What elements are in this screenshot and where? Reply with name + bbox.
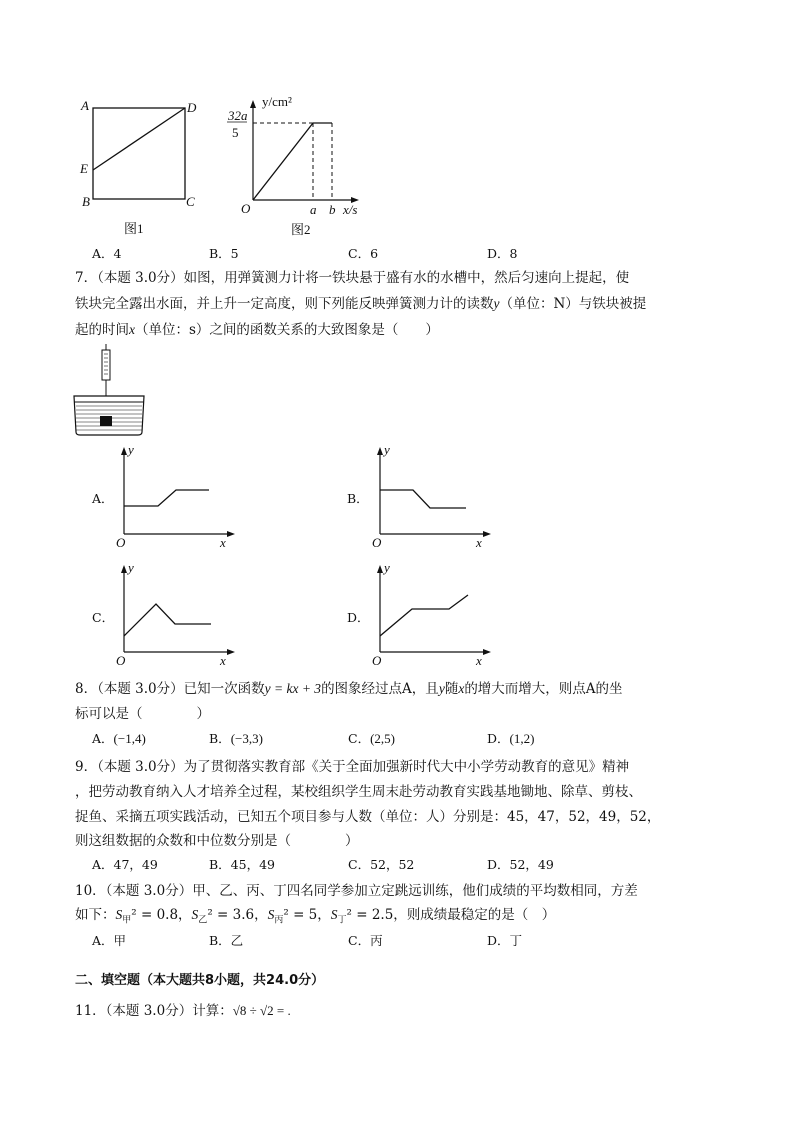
q7-option-d-label[interactable]: D． bbox=[347, 610, 370, 625]
q7b-y-label: y bbox=[384, 442, 390, 457]
q10-sub-bing: 丙 bbox=[274, 915, 284, 926]
q7d-y-label: y bbox=[384, 560, 390, 575]
vertex-c: C bbox=[186, 194, 195, 209]
q8-option-a[interactable] bbox=[92, 729, 146, 749]
q8-line-1-tail: 的增大而增大，则点A的坐 bbox=[464, 681, 623, 697]
q9-line-1: 9．（本题 3.0分）为了贯彻落实教育部《关于全面加强新时代大中小学劳动教育的意见》精神 bbox=[75, 759, 630, 775]
section-2-heading: 二、填空题（本大题共8小题，共24.0分） bbox=[75, 973, 325, 988]
vertex-a: A bbox=[81, 98, 89, 113]
q9-option-a[interactable]: A．47，49 bbox=[92, 857, 158, 872]
q8-option-d-label: D． bbox=[487, 731, 510, 746]
q7-option-c-label[interactable]: C． bbox=[92, 610, 115, 625]
q7c-x-label: x bbox=[220, 653, 226, 668]
q7a-y-label: y bbox=[128, 442, 134, 457]
q7-line-2-tail: （单位：N）与铁块被提 bbox=[499, 296, 647, 312]
q10-s-bing: S bbox=[267, 907, 275, 922]
figure-1 bbox=[78, 98, 208, 238]
q10-line-2-head: 如下： bbox=[75, 907, 116, 923]
q7-line-3-head: 起的时间 bbox=[75, 322, 129, 338]
q7-option-a-graph[interactable] bbox=[112, 442, 242, 552]
figure-2-caption: 图2 bbox=[291, 222, 311, 237]
q9-option-b[interactable]: B．45，49 bbox=[209, 857, 275, 872]
q8-option-c-label: C． bbox=[348, 731, 371, 746]
q7c-y-label: y bbox=[128, 560, 134, 575]
origin-label: O bbox=[241, 201, 251, 216]
q7-option-a-label[interactable]: A． bbox=[92, 491, 114, 506]
q8-option-c-value: (2,5) bbox=[370, 731, 395, 746]
vertex-e: E bbox=[80, 161, 88, 176]
q8-option-c[interactable] bbox=[348, 729, 395, 749]
q7b-x-label: x bbox=[476, 535, 482, 550]
y-value-denominator: 5 bbox=[232, 125, 239, 140]
q10-option-a[interactable]: A．甲 bbox=[92, 933, 127, 948]
q8-line-1-mid: 的图象经过点A，且 bbox=[321, 681, 439, 697]
x-axis-label: x/s bbox=[343, 202, 358, 217]
q10-option-d[interactable]: D．丁 bbox=[487, 933, 523, 948]
vertex-b: B bbox=[82, 194, 90, 209]
q8-formula: y = kx + 3 bbox=[264, 681, 322, 696]
q7-line-1: 7．（本题 3.0分）如图，用弹簧测力计将一铁块悬于盛有水的水槽中，然后匀速向上提起，使 bbox=[75, 270, 630, 286]
q8-line-1-head: 8．（本题 3.0分）已知一次函数 bbox=[75, 681, 265, 697]
q8-line-1 bbox=[75, 677, 623, 701]
q8-var-y: y bbox=[438, 681, 445, 696]
figure-1-drawing bbox=[78, 98, 208, 238]
q8-option-a-value: (−1,4) bbox=[113, 731, 146, 746]
x-tick-b: b bbox=[329, 202, 336, 217]
q8-option-b-label: B． bbox=[209, 731, 231, 746]
q7-line-3 bbox=[75, 318, 439, 342]
q10-val-ding: ² = 2.5， bbox=[346, 907, 407, 923]
q8-option-d[interactable] bbox=[487, 729, 534, 749]
q7a-x-label: x bbox=[220, 535, 226, 550]
y-value-numerator: 32a bbox=[228, 108, 248, 123]
q7c-origin: O bbox=[116, 653, 126, 668]
q8-option-b[interactable] bbox=[209, 729, 263, 749]
q7-var-y: y bbox=[493, 296, 500, 311]
figure-1-caption: 图1 bbox=[124, 221, 144, 236]
q7-var-x: x bbox=[129, 322, 135, 337]
q7-option-b-graph[interactable] bbox=[368, 442, 498, 552]
q7b-origin: O bbox=[372, 535, 382, 550]
q10-s-ding: S bbox=[330, 907, 338, 922]
spring-scale-tank-illustration bbox=[70, 342, 150, 438]
q8-option-b-value: (−3,3) bbox=[230, 731, 263, 746]
q10-val-jia: ² = 0.8， bbox=[131, 907, 192, 923]
x-tick-a: a bbox=[310, 202, 317, 217]
q9-line-2: ，把劳动教育纳入人才培养全过程，某校组织学生周末赴劳动教育实践基地锄地、除草、剪枝、 bbox=[75, 784, 642, 800]
q10-s-yi: S bbox=[191, 907, 199, 922]
q10-option-c[interactable]: C．丙 bbox=[348, 933, 383, 948]
q6-option-b[interactable]: B．5 bbox=[209, 246, 239, 261]
q11-line bbox=[75, 999, 291, 1023]
q7d-origin: O bbox=[372, 653, 382, 668]
q10-sub-ding: 丁 bbox=[337, 915, 347, 926]
q10-option-b[interactable]: B．乙 bbox=[209, 933, 244, 948]
q10-line-2 bbox=[75, 903, 555, 933]
q8-var-x: x bbox=[458, 681, 465, 696]
q7d-x-label: x bbox=[476, 653, 482, 668]
q10-line-1: 10．（本题 3.0分）甲、乙、丙、丁四名同学参加立定跳远训练，他们成绩的平均数相同，方差 bbox=[75, 883, 638, 899]
q10-sub-yi: 乙 bbox=[198, 915, 208, 926]
q10-sub-jia: 甲 bbox=[122, 915, 132, 926]
spring-scale-tank-drawing bbox=[70, 342, 150, 438]
q8-option-d-value: (1,2) bbox=[509, 731, 535, 746]
q8-line-2: 标可以是（ ） bbox=[75, 706, 210, 722]
q10-val-bing: ² = 5， bbox=[283, 907, 331, 923]
y-axis-label: y/cm² bbox=[262, 94, 292, 109]
q7-option-b-label[interactable]: B． bbox=[347, 491, 369, 506]
q11-expression: √8 ÷ √2 = . bbox=[232, 1003, 291, 1018]
figure-2 bbox=[225, 92, 375, 240]
q8-option-a-label: A． bbox=[92, 731, 114, 746]
q10-val-yi: ² = 3.6， bbox=[207, 907, 268, 923]
q10-line-2-tail: 则成绩最稳定的是（ ） bbox=[406, 907, 556, 923]
q7-option-d-graph[interactable] bbox=[368, 560, 498, 670]
q7-line-3-tail: （单位：s）之间的函数关系的大致图象是（ ） bbox=[135, 322, 439, 338]
q7-line-2-text: 铁块完全露出水面，并上升一定高度，则下列能反映弹簧测力计的读数 bbox=[75, 296, 494, 312]
q7-line-2 bbox=[75, 292, 646, 316]
q6-option-d[interactable]: D．8 bbox=[487, 246, 518, 261]
q9-line-4: 则这组数据的众数和中位数分别是（ ） bbox=[75, 833, 359, 849]
q9-option-c[interactable]: C．52，52 bbox=[348, 857, 415, 872]
q9-line-3: 捉鱼、采摘五项实践活动，已知五个项目参与人数（单位：人）分别是：45，47，52，49，52， bbox=[75, 809, 661, 825]
vertex-d: D bbox=[187, 100, 197, 115]
q7-option-c-graph[interactable] bbox=[112, 560, 242, 670]
q7a-origin: O bbox=[116, 535, 126, 550]
q10-s-jia: S bbox=[115, 907, 123, 922]
q6-option-a[interactable]: A．4 bbox=[92, 246, 122, 261]
q9-option-d[interactable]: D．52，49 bbox=[487, 857, 554, 872]
q8-line-1-mid2: 随 bbox=[444, 681, 459, 697]
q11-head: 11．（本题 3.0分）计算： bbox=[75, 1003, 233, 1019]
q6-option-c[interactable]: C．6 bbox=[348, 246, 379, 261]
